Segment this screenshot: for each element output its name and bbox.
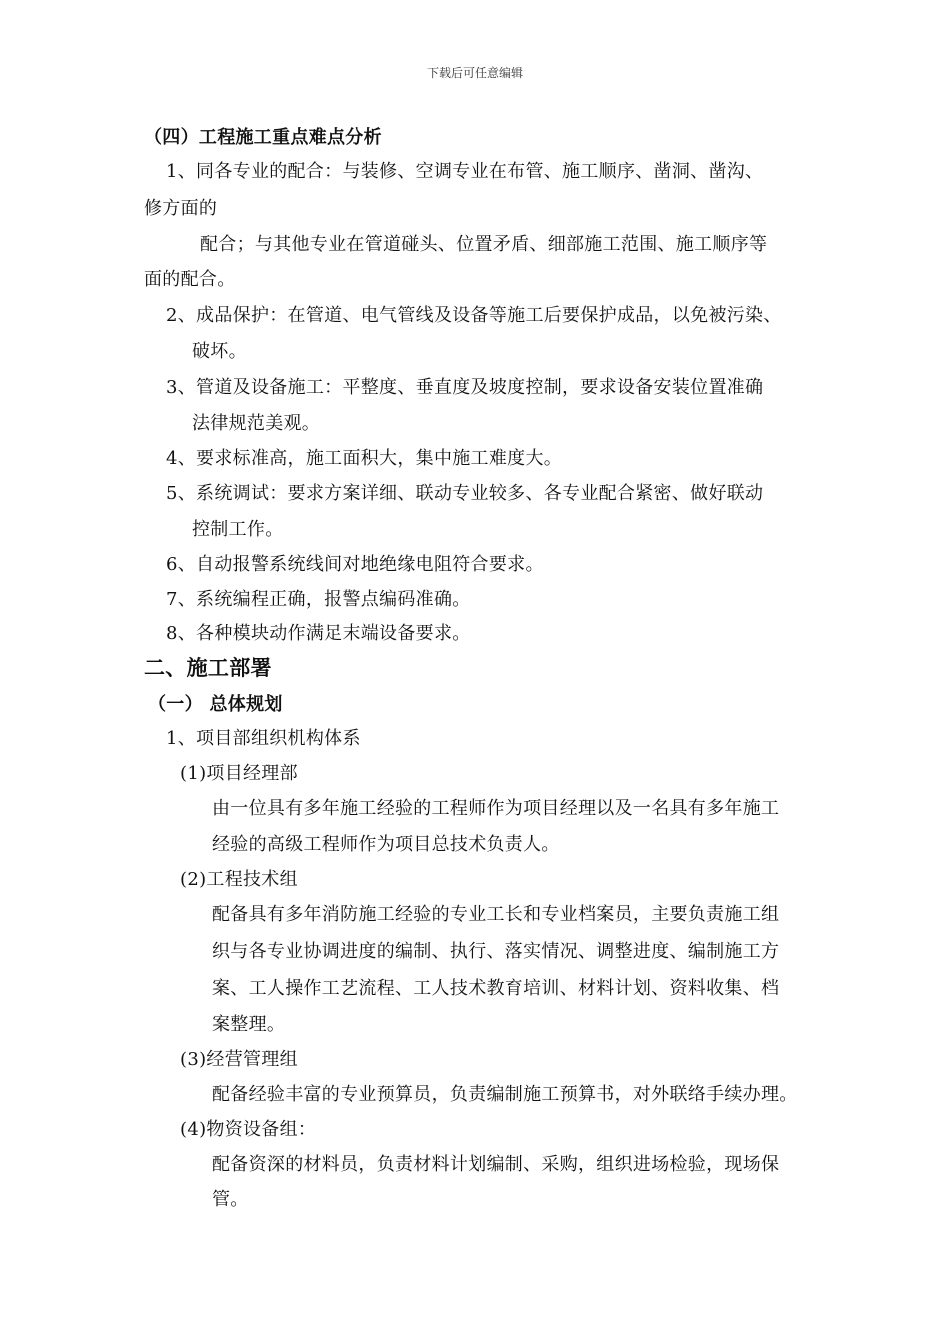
list-item: 2、成品保护：在管道、电气管线及设备等施工后要保护成品，以免被污染、 <box>166 305 782 326</box>
department-title: (2)工程技术组 <box>180 869 298 890</box>
subsection-heading: 1、项目部组织机构体系 <box>166 728 361 749</box>
paragraph-line: 案、工人操作工艺流程、工人技术教育培训、材料计划、资料收集、档 <box>212 978 780 999</box>
department-title: (1)项目经理部 <box>180 763 298 784</box>
paragraph-line: 配备具有多年消防施工经验的专业工长和专业档案员，主要负责施工组 <box>212 904 780 925</box>
list-item-continuation: 修方面的 <box>144 198 218 219</box>
paragraph-line: 管。 <box>212 1189 249 1210</box>
paragraph-line: 配备经验丰富的专业预算员，负责编制施工预算书，对外联络手续办理。 <box>212 1084 798 1105</box>
page-header: 下载后可任意编辑 <box>426 66 523 80</box>
section-heading: （一） 总体规划 <box>148 694 283 715</box>
paragraph-line: 由一位具有多年施工经验的工程师作为项目经理以及一名具有多年施工 <box>212 798 780 819</box>
list-item-continuation: 法律规范美观。 <box>192 413 321 434</box>
list-item: 4、要求标准高，施工面积大，集中施工难度大。 <box>166 448 563 469</box>
list-item: 7、系统编程正确，报警点编码准确。 <box>166 589 471 610</box>
paragraph-line: 经验的高级工程师作为项目总技术负责人。 <box>212 834 560 855</box>
list-item: 5、系统调试：要求方案详细、联动专业较多、各专业配合紧密、做好联动 <box>166 483 764 504</box>
list-item: 6、自动报警系统线间对地绝缘电阻符合要求。 <box>166 554 544 575</box>
list-item-continuation: 控制工作。 <box>192 519 284 540</box>
department-title: (4)物资设备组： <box>180 1119 317 1140</box>
department-title: (3)经营管理组 <box>180 1049 298 1070</box>
list-item: 3、管道及设备施工：平整度、垂直度及坡度控制，要求设备安装位置准确 <box>166 377 764 398</box>
list-item: 8、各种模块动作满足末端设备要求。 <box>166 623 471 644</box>
chapter-heading: 二、施工部署 <box>144 655 272 680</box>
paragraph-line: 织与各专业协调进度的编制、执行、落实情况、调整进度、编制施工方 <box>212 941 780 962</box>
section-heading: （四）工程施工重点难点分析 <box>144 127 382 148</box>
list-item-continuation: 破坏。 <box>192 341 247 362</box>
paragraph-line: 案整理。 <box>212 1014 286 1035</box>
list-item-continuation: 配合；与其他专业在管道碰头、位置矛盾、细部施工范围、施工顺序等 <box>200 234 768 255</box>
list-item-continuation: 面的配合。 <box>144 269 236 290</box>
paragraph-line: 配备资深的材料员，负责材料计划编制、采购，组织进场检验，现场保 <box>212 1154 780 1175</box>
list-item: 1、同各专业的配合：与装修、空调专业在布管、施工顺序、凿洞、凿沟、 <box>166 161 764 182</box>
